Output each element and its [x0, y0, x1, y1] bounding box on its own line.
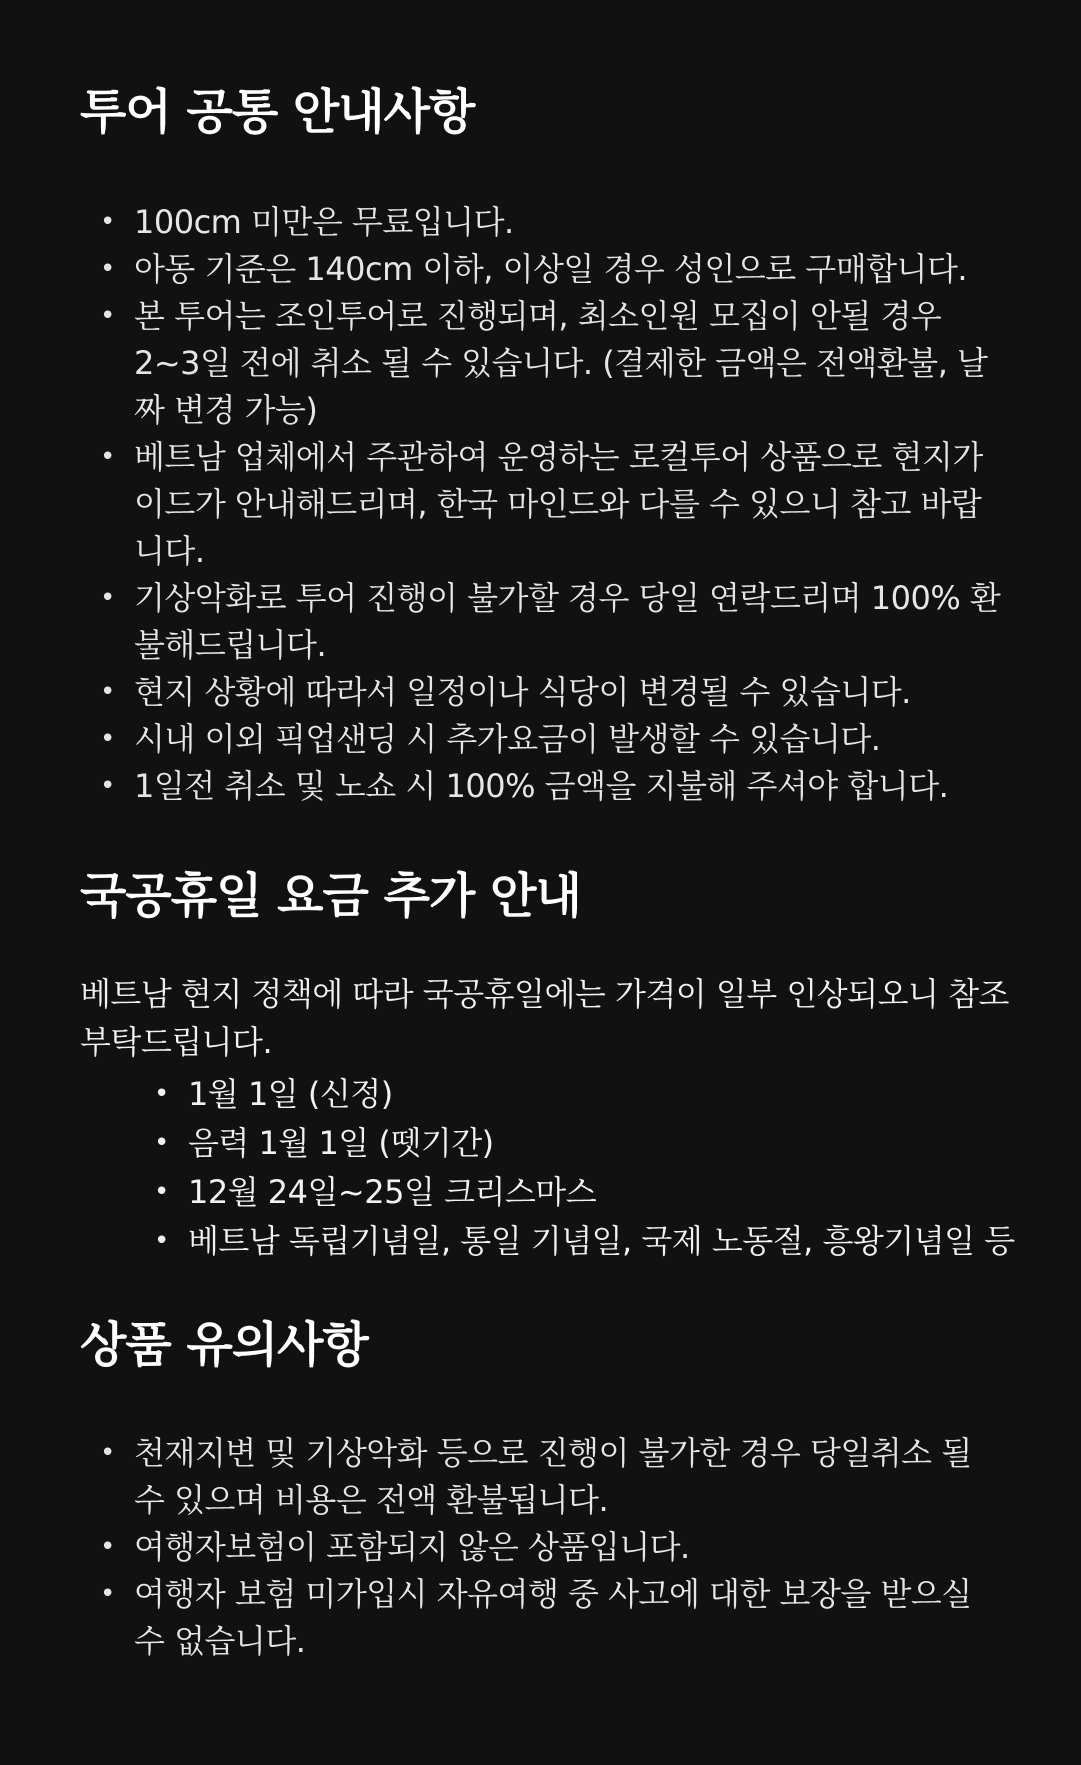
holiday-list: [134, 1070, 1034, 1266]
list-item: • 1월 1일 (신정): [134, 1070, 1034, 1119]
list-item: • 시내 이외 픽업샌딩 시 추가요금이 발생할 수 있습니다.: [80, 716, 1010, 763]
list-item: • 1일전 취소 및 노쇼 시 100% 금액을 지불해 주셔야 합니다.: [80, 763, 1010, 810]
bullet-icon: •: [100, 301, 115, 331]
bullet-icon: •: [100, 1532, 115, 1562]
tour-common-list: [80, 199, 1010, 810]
bullet-icon: •: [100, 583, 115, 613]
list-item: • 본 투어는 조인투어로 진행되며, 최소인원 모집이 안될 경우 2~3일 전에 취소 될 수 있습니다. (결제한 금액은 전액환불, 날짜 변경 가능): [80, 293, 1010, 434]
list-item: • 여행자보험이 포함되지 않은 상품입니다.: [80, 1524, 1010, 1571]
list-item: • 베트남 독립기념일, 통일 기념일, 국제 노동절, 흥왕기념일 등: [134, 1217, 1034, 1266]
bullet-icon: •: [100, 677, 115, 707]
bullet-icon: •: [100, 207, 115, 237]
bullet-icon: •: [100, 254, 115, 284]
holiday-intro-text: 베트남 현지 정책에 따라 국공휴일에는 가격이 일부 인상되오니 참조 부탁드립니다.: [80, 975, 1009, 1061]
list-item: • 12월 24일~25일 크리스마스: [134, 1168, 1034, 1217]
list-item: • 기상악화로 투어 진행이 불가할 경우 당일 연락드리며 100% 환불해드립니다.: [80, 575, 1010, 669]
bullet-icon: •: [154, 1177, 169, 1207]
list-item: • 현지 상황에 따라서 일정이나 식당이 변경될 수 있습니다.: [80, 669, 1010, 716]
list-item: • 아동 기준은 140cm 이하, 이상일 경우 성인으로 구매합니다.: [80, 246, 1010, 293]
bullet-icon: •: [154, 1128, 169, 1158]
list-item: • 베트남 업체에서 주관하여 운영하는 로컬투어 상품으로 현지가이드가 안내해드리며, 한국 마인드와 다를 수 있으니 참고 바랍니다.: [80, 434, 1010, 575]
bullet-icon: •: [100, 771, 115, 801]
list-item: • 천재지변 및 기상악화 등으로 진행이 불가한 경우 당일취소 될 수 있으며 비용은 전액 환불됩니다.: [80, 1430, 1010, 1524]
bullet-icon: •: [154, 1226, 169, 1256]
bullet-icon: •: [100, 1438, 115, 1468]
bullet-icon: •: [154, 1079, 169, 1109]
section-title-holiday-surcharge: 국공휴일 요금 추가 안내: [80, 868, 581, 924]
bullet-icon: •: [100, 724, 115, 754]
list-item: • 음력 1월 1일 (뗏기간): [134, 1119, 1034, 1168]
list-item: • 100cm 미만은 무료입니다.: [80, 199, 1010, 246]
section-title-tour-common: 투어 공통 안내사항: [80, 84, 475, 140]
list-item: • 여행자 보험 미가입시 자유여행 중 사고에 대한 보장을 받으실 수 없습니다.: [80, 1571, 1010, 1665]
bullet-icon: •: [100, 442, 115, 472]
bullet-icon: •: [100, 1579, 115, 1609]
product-notes-list: [80, 1430, 1010, 1665]
section-title-product-notes: 상품 유의사항: [80, 1317, 368, 1373]
